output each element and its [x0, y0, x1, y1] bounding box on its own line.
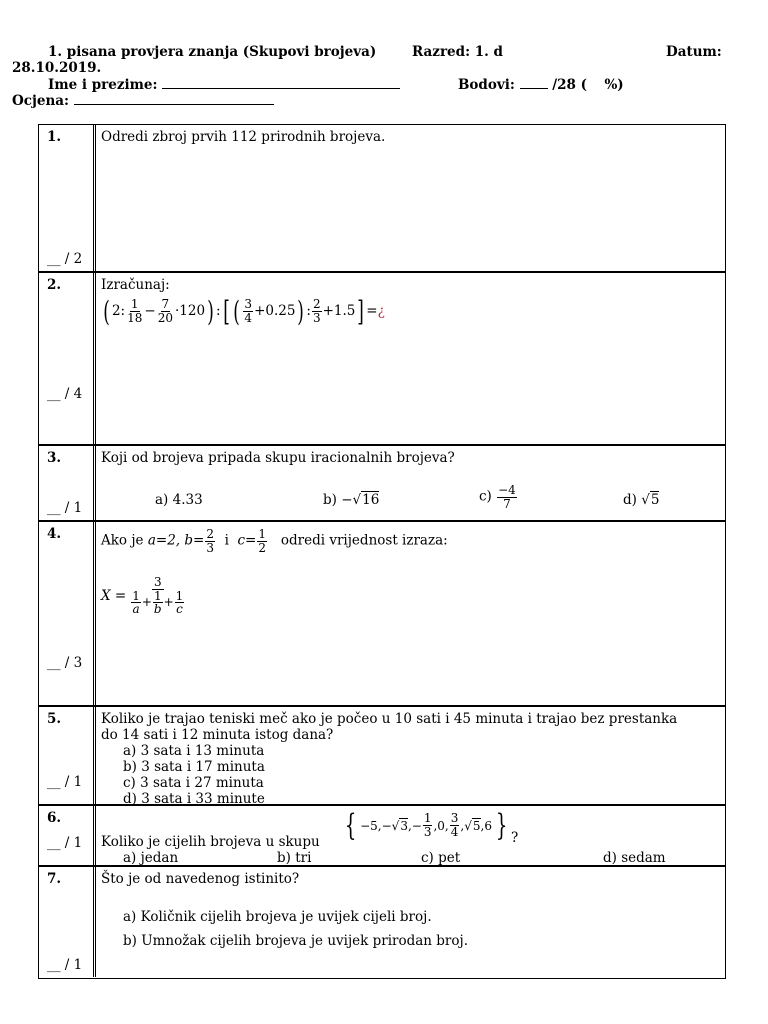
- option-d: d) 3 sata i 33 minute: [123, 791, 265, 807]
- question-text: Ako je a=2, b= $\frac{2}{3}$ i c= $\frac{1}{2}$ odredi vrijednost izraza:: [101, 527, 448, 555]
- name-field[interactable]: [162, 88, 400, 89]
- question-text: Što je od navedenog istinito?: [101, 871, 300, 887]
- question-points: __ / 2: [47, 251, 83, 267]
- unknown-symbol: ¿: [377, 303, 385, 319]
- option-d: d) √5: [623, 492, 660, 508]
- question-row-4: [39, 520, 725, 705]
- question-number-cell: [39, 446, 96, 520]
- fraction: $\frac{1}{2}$: [258, 527, 267, 555]
- question-text: Odredi zbroj prvih 112 prirodnih brojeva.: [101, 129, 386, 145]
- points-total: /28 (: [552, 77, 588, 93]
- question-points: __ / 1: [47, 835, 83, 851]
- fraction: $\frac{2}{3}$: [206, 527, 214, 555]
- question-content: [101, 450, 717, 520]
- option-c: c) 3 sata i 27 minuta: [123, 775, 264, 791]
- option-c: c) $\frac{-4}{7}$: [479, 483, 516, 511]
- question-number: 5.: [47, 711, 62, 727]
- question-number-cell: [39, 522, 96, 705]
- question-number-cell: [39, 806, 96, 865]
- fraction: $\frac{2}{3}$: [312, 297, 321, 325]
- question-number: 7.: [47, 871, 62, 887]
- class-label: Razred: 1. d: [412, 44, 503, 60]
- option-b: b) 3 sata i 17 minuta: [123, 759, 265, 775]
- question-text: do 14 sati i 12 minuta istog dana?: [101, 727, 334, 743]
- option-a: a) jedan: [123, 850, 179, 866]
- option-b: b) tri: [277, 850, 312, 866]
- option-d: d) sedam: [603, 850, 666, 866]
- question-row-3: [39, 444, 725, 520]
- question-number-cell: [39, 707, 96, 804]
- question-content: [101, 871, 717, 977]
- question-points: __ / 4: [47, 386, 83, 402]
- question-row-5: [39, 705, 725, 807]
- question-number: 1.: [47, 129, 62, 145]
- question-content: [101, 277, 717, 444]
- question-text: Koji od brojeva pripada skupu iracionalnih brojeva?: [101, 450, 455, 466]
- question-content: [101, 810, 717, 865]
- question-number-cell: [39, 867, 96, 977]
- question-points: __ / 1: [47, 957, 83, 973]
- option-b: b) −√16: [323, 492, 380, 508]
- option-a: a) Količnik cijelih brojeva je uvijek cijeli broj.: [123, 909, 432, 925]
- question-number: 2.: [47, 277, 62, 293]
- question-points: __ / 1: [47, 774, 83, 790]
- expression: ( 2: $\frac{1}{18}$ − $\frac{7}{20}$ ·120) :[ ( $\frac{3}{4}$ +0.25) : $\frac{2}{3}$ +1.5] =¿: [103, 295, 385, 328]
- grade-row: [12, 93, 274, 109]
- question-points: __ / 1: [47, 500, 83, 516]
- question-number: 6.: [47, 810, 62, 826]
- name-label: Ime i prezime:: [48, 77, 158, 93]
- question-number-cell: [39, 125, 96, 271]
- question-text: Izračunaj:: [101, 277, 170, 293]
- main-fraction: 3 $\frac{1}{a}$ + $\frac{1}{b}$ + $\frac{1}{c}$: [132, 575, 184, 617]
- test-title: 1. pisana provjera znanja (Skupovi brojeva): [48, 44, 377, 60]
- date-value: 28.10.2019.: [12, 60, 102, 76]
- question-row-6: [39, 804, 725, 865]
- fraction: $\frac{-4}{7}$: [498, 483, 516, 511]
- question-points: __ / 3: [47, 655, 83, 671]
- questions-table: [38, 124, 726, 979]
- points-row: [458, 77, 624, 93]
- fraction: $\frac{1}{18}$: [127, 297, 143, 325]
- fraction: $\frac{7}{20}$: [157, 297, 173, 325]
- question-content: [101, 711, 717, 807]
- question-content: [101, 129, 717, 271]
- question-number: 3.: [47, 450, 62, 466]
- question-number: 4.: [47, 526, 62, 542]
- question-row-1: [39, 125, 725, 271]
- option-c: c) pet: [421, 850, 461, 866]
- name-row: [48, 77, 400, 93]
- expression-x: X = 3 $\frac{1}{a}$ + $\frac{1}{b}$ + $\frac{1}{c}$: [101, 576, 187, 616]
- option-a: a) 4.33: [155, 492, 203, 508]
- grade-field[interactable]: [74, 104, 274, 105]
- date-label: Datum:: [666, 44, 722, 60]
- number-set: { −5,− √ 3 ,− $\frac{1}{3}$ ,0, $\frac{3}{4}$ , √ 5 ,6 } ?: [344, 808, 519, 846]
- option-b: b) Umnožak cijelih brojeva je uvijek prirodan broj.: [123, 933, 468, 949]
- question-row-7: [39, 865, 725, 977]
- question-text: Koliko je cijelih brojeva u skupu: [101, 834, 320, 850]
- points-field[interactable]: [520, 88, 548, 89]
- question-text: Koliko je trajao teniski meč ako je počeo u 10 sati i 45 minuta i trajao bez prestanka: [101, 711, 678, 727]
- option-a: a) 3 sata i 13 minuta: [123, 743, 265, 759]
- question-row-2: [39, 271, 725, 444]
- grade-label: Ocjena:: [12, 93, 69, 109]
- question-number-cell: [39, 273, 96, 444]
- fraction: $\frac{3}{4}$: [244, 297, 253, 325]
- points-label: Bodovi:: [458, 77, 515, 93]
- percent-label: %): [604, 77, 624, 93]
- question-content: [101, 526, 717, 705]
